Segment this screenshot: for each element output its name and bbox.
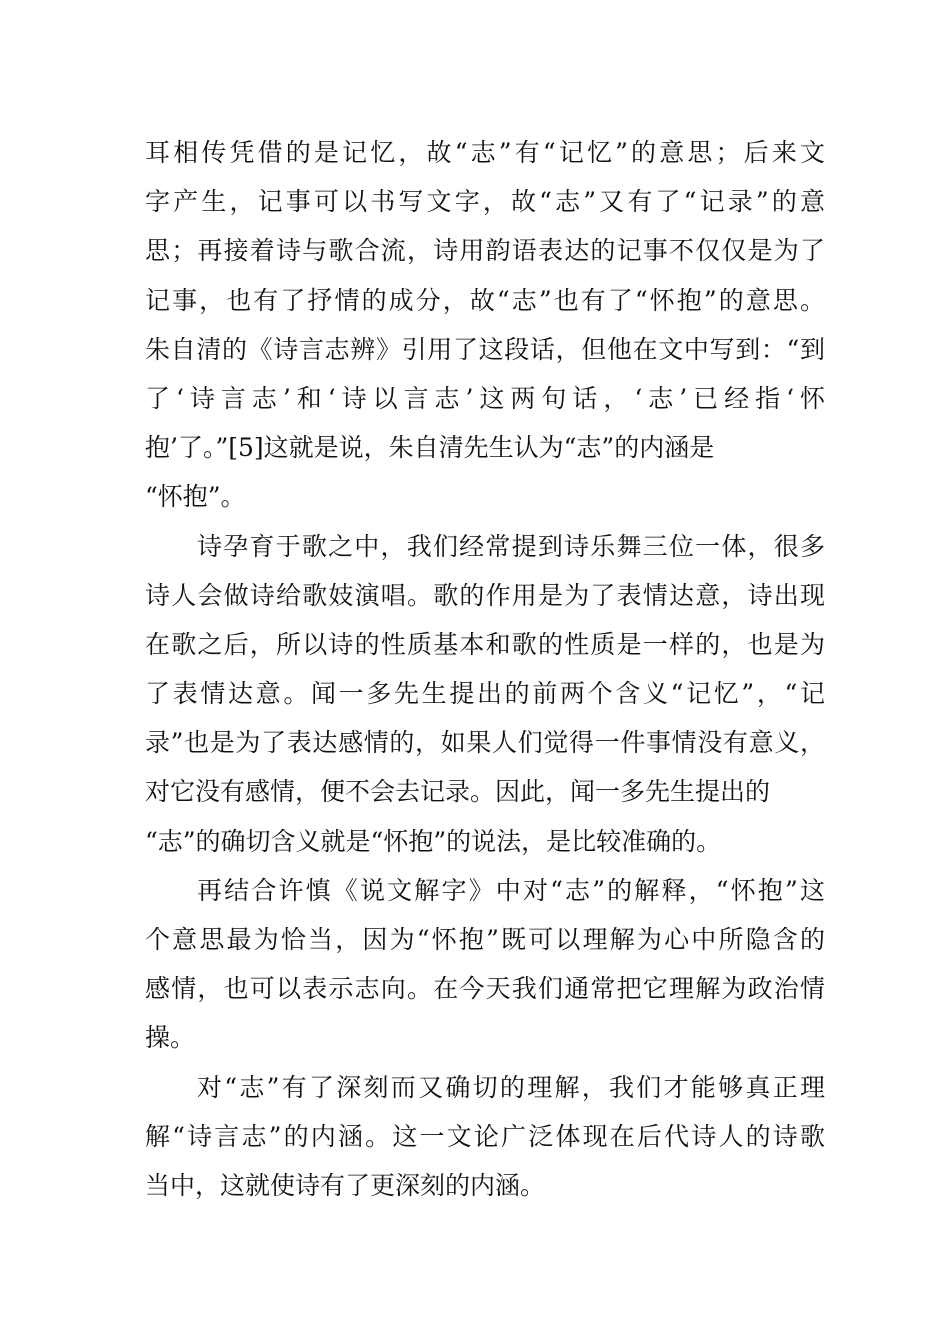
text-line: 诗孕育于歌之中，我们经常提到诗乐舞三位一体，很多 xyxy=(197,531,825,561)
text-line: 操。 xyxy=(145,1023,196,1053)
text-line: 了表情达意。闻一多先生提出的前两个含义“记忆”，“记 xyxy=(145,679,825,709)
text-line: 解“诗言志”的内涵。这一文论广泛体现在后代诗人的诗歌 xyxy=(145,1121,825,1151)
text-line: 朱自清的《诗言志辨》引用了这段话，但他在文中写到：“到 xyxy=(145,334,825,364)
text-line: “志”的确切含义就是“怀抱”的说法，是比较准确的。 xyxy=(145,826,722,856)
text-line: 字产生，记事可以书写文字，故“志”又有了“记录”的意 xyxy=(145,187,825,217)
text-line: 感情，也可以表示志向。在今天我们通常把它理解为政治情 xyxy=(145,974,825,1004)
paragraph-4 xyxy=(145,1063,825,1211)
text-line: 录”也是为了表达感情的，如果人们觉得一件事情没有意义， xyxy=(145,728,825,758)
paragraph-3 xyxy=(145,866,825,1063)
text-line: 再结合许慎《说文解字》中对“志”的解释，“怀抱”这 xyxy=(197,875,825,905)
text-line: 抱’了。”[5]这就是说，朱自清先生认为“志”的内涵是 xyxy=(145,433,715,463)
text-line: 记事，也有了抒情的成分，故“志”也有了“怀抱”的意思。 xyxy=(145,285,825,315)
text-line: 在歌之后，所以诗的性质基本和歌的性质是一样的，也是为 xyxy=(145,629,825,659)
text-line: 个意思最为恰当，因为“怀抱”既可以理解为心中所隐含的 xyxy=(145,925,825,954)
text-line: 思；再接着诗与歌合流，诗用韵语表达的记事不仅仅是为了 xyxy=(145,236,825,266)
paragraph-1 xyxy=(145,128,825,522)
paragraph-2 xyxy=(145,522,825,866)
body-text xyxy=(145,128,825,1210)
text-line: 耳相传凭借的是记忆，故“志”有“记忆”的意思；后来文 xyxy=(145,138,825,167)
text-line: 了‘诗言志’和‘诗以言志’这两句话，‘志’已经指‘怀 xyxy=(145,383,825,413)
text-line: 当中，这就使诗有了更深刻的内涵。 xyxy=(145,1170,546,1200)
text-line: 对“志”有了深刻而又确切的理解，我们才能够真正理 xyxy=(197,1072,825,1102)
text-line: 诗人会做诗给歌妓演唱。歌的作用是为了表情达意，诗出现 xyxy=(145,580,825,610)
text-line: “怀抱”。 xyxy=(145,482,246,512)
text-line: 对它没有感情，便不会去记录。因此，闻一多先生提出的 xyxy=(145,777,771,807)
